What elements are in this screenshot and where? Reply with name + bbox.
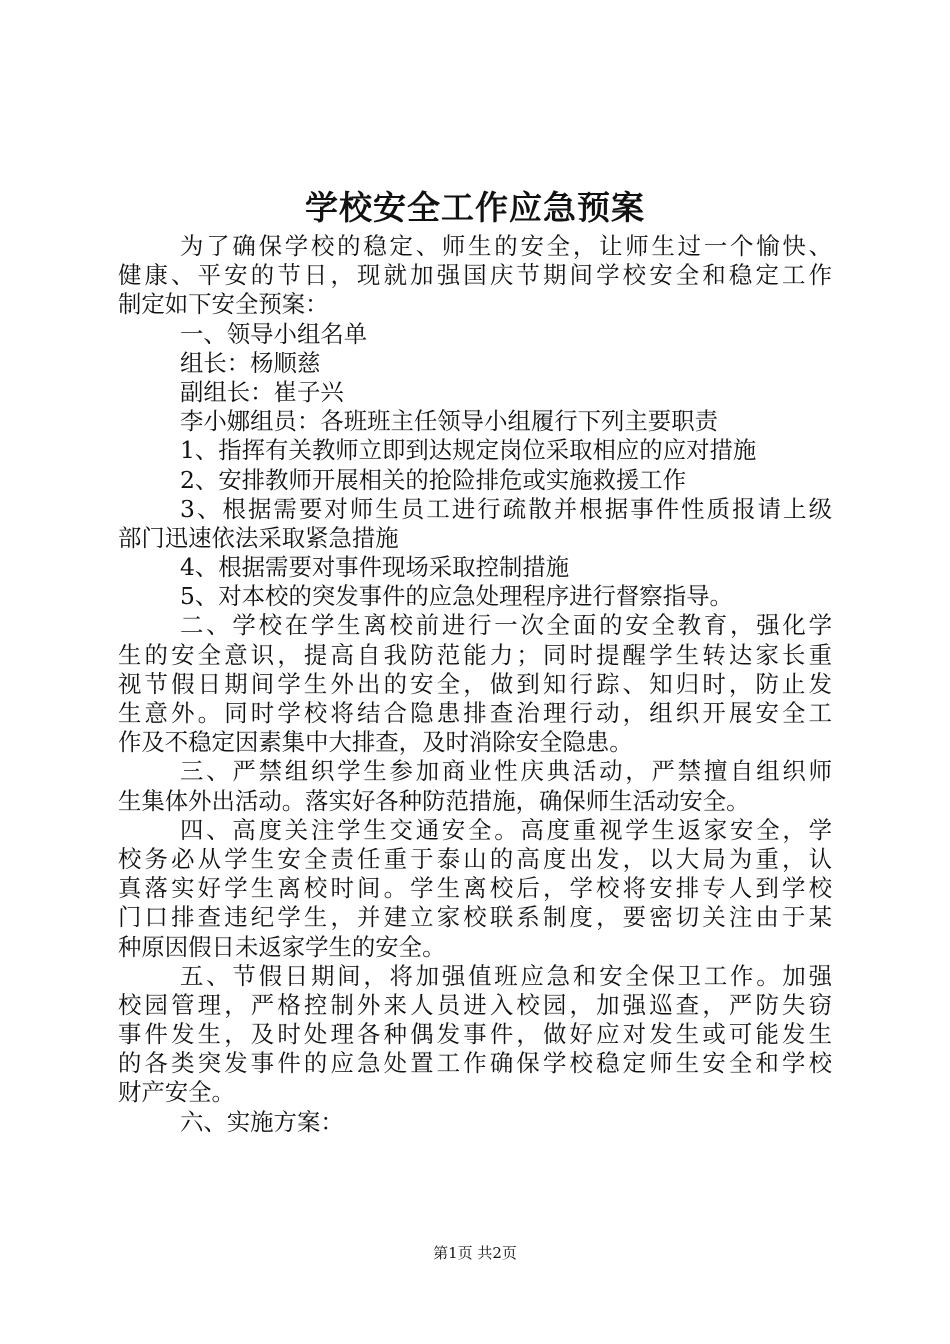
paragraph bbox=[118, 436, 832, 465]
paragraph bbox=[118, 1108, 832, 1137]
page-footer: 第1页 共2页 bbox=[433, 1244, 517, 1262]
text-line: 副组长：崔子兴 bbox=[180, 377, 344, 406]
paragraph bbox=[118, 495, 832, 553]
paragraph bbox=[118, 816, 832, 962]
text-line: 种原因假日未返家学生的安全。 bbox=[118, 932, 446, 961]
paragraph bbox=[118, 349, 832, 378]
text-line: 健康、平安的节日，现就加强国庆节期间学校安全和稳定工作 bbox=[118, 261, 832, 290]
text-line: 五、节假日期间，将加强值班应急和安全保卫工作。加强 bbox=[180, 961, 832, 990]
paragraph bbox=[118, 466, 832, 495]
text-line: 三、严禁组织学生参加商业性庆典活动，严禁擅自组织师 bbox=[180, 757, 832, 786]
text-line: 真落实好学生离校时间。学生离校后，学校将安排专人到学校 bbox=[118, 874, 832, 903]
paragraph bbox=[118, 757, 832, 815]
text-line: 5、对本校的突发事件的应急处理程序进行督察指导。 bbox=[180, 582, 733, 611]
text-line: 部门迅速依法采取紧急措施 bbox=[118, 523, 399, 552]
text-line: 3、根据需要对师生员工进行疏散并根据事件性质报请上级 bbox=[180, 494, 832, 523]
text-line: 2、安排教师开展相关的抢险排危或实施救援工作 bbox=[180, 465, 687, 494]
text-line: 六、实施方案： bbox=[180, 1107, 344, 1136]
paragraph bbox=[118, 378, 832, 407]
text-line: 为了确保学校的稳定、师生的安全，让师生过一个愉快、 bbox=[180, 232, 832, 260]
paragraph bbox=[118, 611, 832, 757]
text-line: 生意外。同时学校将结合隐患排查治理行动，组织开展安全工 bbox=[118, 699, 832, 727]
text-line: 作及不稳定因素集中大排查，及时消除安全隐患。 bbox=[118, 728, 633, 757]
text-line: 事件发生，及时处理各种偶发事件，做好应对发生或可能发生 bbox=[118, 1020, 832, 1049]
text-line: 1、指挥有关教师立即到达规定岗位采取相应的应对措施 bbox=[180, 436, 757, 465]
text-line: 的各类突发事件的应急处置工作确保学校稳定师生安全和学校 bbox=[118, 1049, 832, 1078]
paragraph bbox=[118, 407, 832, 436]
text-line: 4、根据需要对事件现场采取控制措施 bbox=[180, 553, 570, 582]
text-line: 生集体外出活动。落实好各种防范措施，确保师生活动安全。 bbox=[118, 786, 750, 815]
text-line: 门口排查违纪学生，并建立家校联系制度，要密切关注由于某 bbox=[118, 903, 832, 932]
paragraph bbox=[118, 962, 832, 1108]
text-line: 组长：杨顺慈 bbox=[180, 348, 321, 377]
document-body bbox=[118, 232, 832, 1137]
text-line: 制定如下安全预案： bbox=[118, 290, 329, 319]
document-title: 学校安全工作应急预案 bbox=[305, 188, 645, 227]
paragraph bbox=[118, 232, 832, 320]
paragraph bbox=[118, 582, 832, 611]
text-line: 四、高度关注学生交通安全。高度重视学生返家安全，学 bbox=[180, 815, 832, 844]
paragraph bbox=[118, 320, 832, 349]
text-line: 财产安全。 bbox=[118, 1078, 235, 1107]
text-line: 李小娜组员：各班班主任领导小组履行下列主要职责 bbox=[180, 407, 718, 436]
paragraph bbox=[118, 553, 832, 582]
text-line: 生的安全意识，提高自我防范能力；同时提醒学生转达家长重 bbox=[118, 640, 832, 669]
text-line: 视节假日期间学生外出的安全，做到知行踪、知归时，防止发 bbox=[118, 669, 832, 698]
text-line: 二、学校在学生离校前进行一次全面的安全教育，强化学 bbox=[180, 611, 832, 640]
text-line: 校务必从学生安全责任重于泰山的高度出发，以大局为重，认 bbox=[118, 844, 832, 873]
text-line: 一、领导小组名单 bbox=[180, 319, 368, 348]
text-line: 校园管理，严格控制外来人员进入校园，加强巡查，严防失窃 bbox=[118, 990, 832, 1019]
